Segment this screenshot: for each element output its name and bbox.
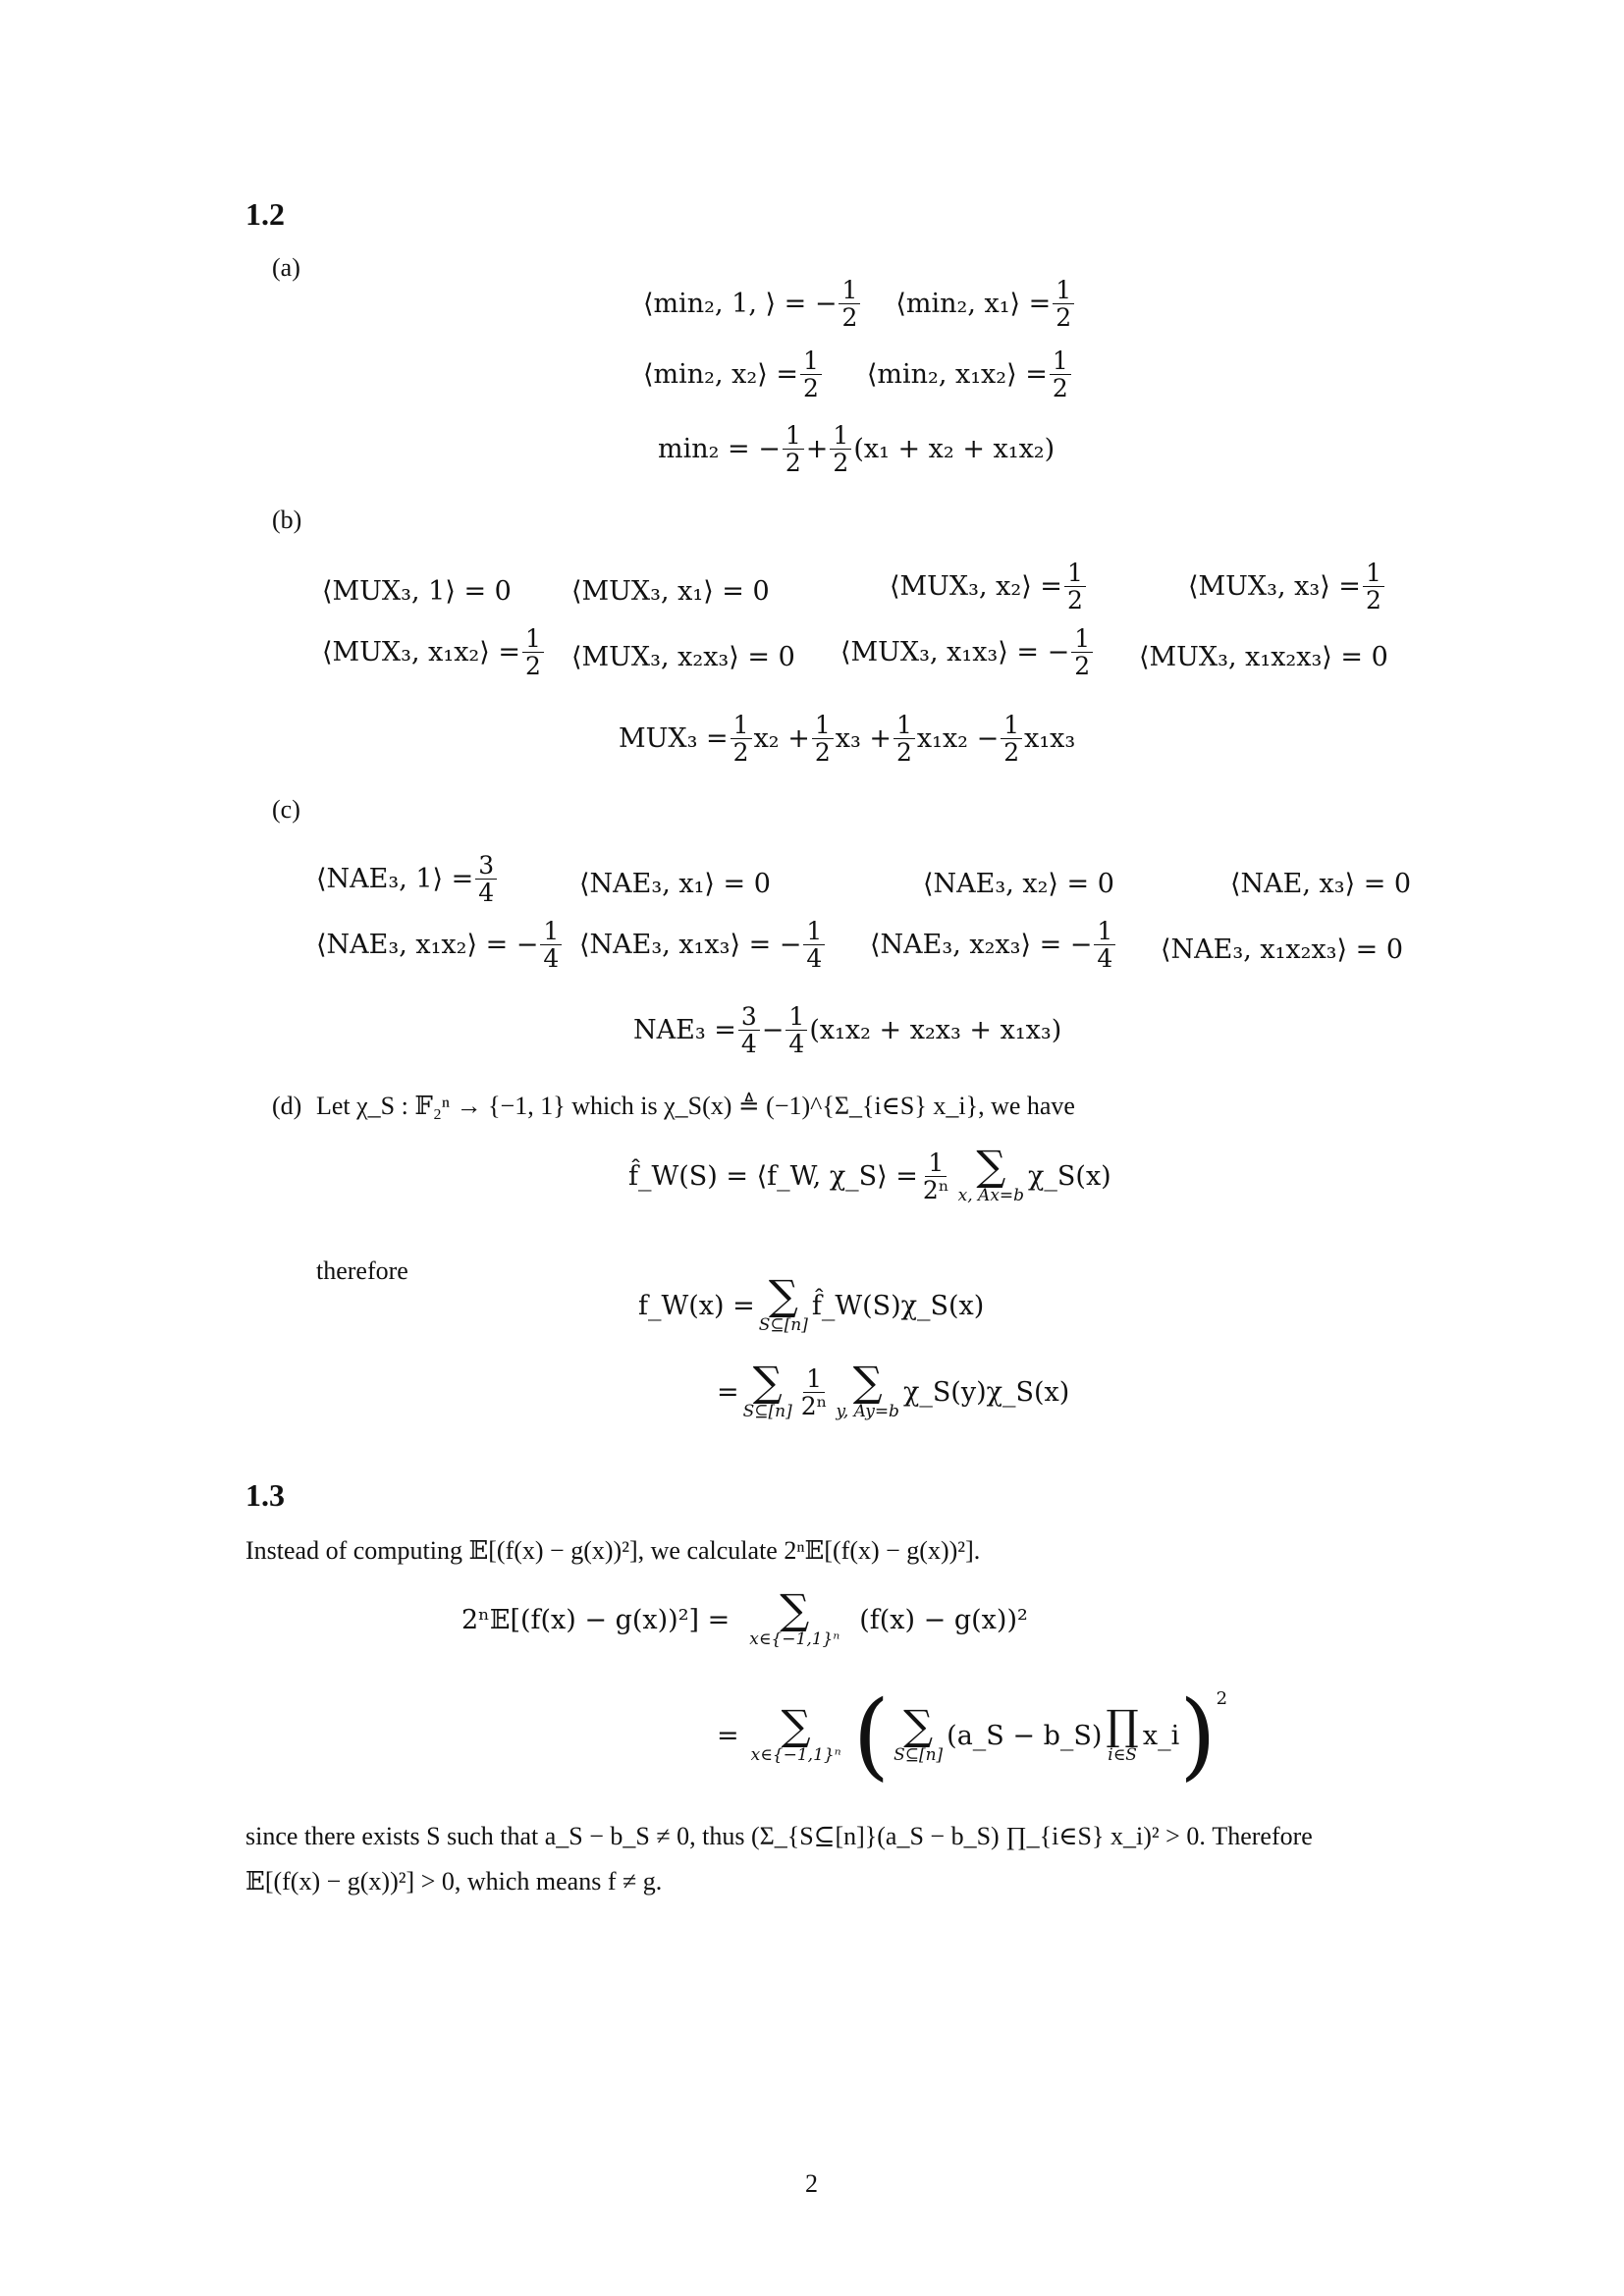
sum-symbol: ∑ S⊆[n] [893, 1701, 944, 1765]
fraction: $\frac{1}{2}$ [812, 712, 834, 766]
fraction: $\frac{1}{2}$ [783, 422, 804, 476]
c-r1c3: ⟨NAE₃, x₂⟩ = 0 [923, 869, 1114, 899]
fraction: $\frac{1}{\text{2ⁿ}}$ [922, 1148, 949, 1204]
part-d-label: (d) [272, 1092, 302, 1120]
c-r1c4: ⟨NAE, x₃⟩ = 0 [1230, 869, 1412, 899]
section-heading-1-2: 1.2 [245, 196, 285, 232]
product-symbol: ∏ i∈S [1106, 1701, 1139, 1765]
c-sum-equation: NAE₃ = $\frac{3}{4}$ − $\frac{1}{4}$ (x₁x₂ + x₂x₃ + x₁x₃) [633, 1002, 1062, 1058]
a-eq2-rhs: ⟨min₂, x₁x₂⟩ = [866, 359, 1048, 390]
fraction: $\frac{3}{4}$ [475, 852, 497, 906]
part-a-label: (a) [272, 253, 300, 282]
s13-intro-text: Instead of computing 𝔼[(f(x) − g(x))²], we calculate 2ⁿ𝔼[(f(x) − g(x))²]. [245, 1536, 981, 1565]
s13-equation-2: = ∑ x∈{−1,1}ⁿ ( ∑ S⊆[n] (a_S − b_S) ∏ i∈S x_i ) 2 [717, 1681, 1228, 1790]
b-r2c2: ⟨MUX₃, x₂x₃⟩ = 0 [571, 642, 795, 672]
s13-conclusion-line-2: 𝔼[(f(x) − g(x))²] > 0, which means f ≠ g. [245, 1867, 663, 1896]
c-r2c1: ⟨NAE₃, x₁x₂⟩ = − $\frac{1}{4}$ [316, 918, 564, 972]
s13-conclusion-line-1: since there exists S such that a_S − b_S ≠ 0, thus (Σ_{S⊆[n]}(a_S − b_S) ∏_{i∈S} x_i)² > 0. Therefore [245, 1822, 1313, 1850]
s13-equation-1: 2ⁿ𝔼[(f(x) − g(x))²] = ∑ x∈{−1,1}ⁿ (f(x) − g(x))² [461, 1585, 1028, 1649]
c-r2c2: ⟨NAE₃, x₁x₃⟩ = − $\frac{1}{4}$ [579, 918, 827, 972]
fraction: $\frac{1}{2}$ [1064, 560, 1086, 614]
left-paren: ( [852, 1681, 891, 1790]
b-r2c4: ⟨MUX₃, x₁x₂x₃⟩ = 0 [1139, 642, 1388, 672]
fraction: $\frac{1}{2}$ [839, 277, 860, 331]
c-r2c4: ⟨NAE₃, x₁x₂x₃⟩ = 0 [1161, 934, 1404, 965]
a-eq1-rhs: ⟨min₂, x₁⟩ = [895, 289, 1052, 319]
sum-symbol: ∑ x, Ax=b [957, 1142, 1025, 1205]
b-r2c3: ⟨MUX₃, x₁x₃⟩ = − $\frac{1}{2}$ [840, 625, 1095, 679]
a-equation-1 [643, 277, 1076, 331]
fraction: $\frac{1}{2}$ [1001, 712, 1022, 766]
fraction: $\frac{1}{4}$ [785, 1003, 807, 1057]
b-r2c1: ⟨MUX₃, x₁x₂⟩ = $\frac{1}{2}$ [322, 625, 546, 679]
fraction: $\frac{1}{4}$ [540, 918, 562, 972]
d-equation-1: f̂_W(S) = ⟨f_W, χ_S⟩ = $\frac{1}{\text{2ⁿ}}$ ∑ x, Ax=b χ_S(x) [628, 1142, 1111, 1205]
fraction: $\frac{1}{2}$ [830, 422, 851, 476]
part-b-label: (b) [272, 506, 302, 534]
d-therefore-text: therefore [316, 1256, 408, 1285]
a-eq1-lhs: ⟨min₂, 1, ⟩ = − [643, 289, 838, 319]
fraction: $\frac{1}{2}$ [1071, 625, 1093, 679]
part-c-label: (c) [272, 795, 300, 824]
b-r1c4: ⟨MUX₃, x₃⟩ = $\frac{1}{2}$ [1188, 560, 1386, 614]
fraction: $\frac{1}{2}$ [731, 712, 752, 766]
fraction: $\frac{1}{\text{2ⁿ}}$ [800, 1363, 828, 1420]
fraction: $\frac{1}{4}$ [803, 918, 825, 972]
sum-symbol: ∑ S⊆[n] [742, 1358, 792, 1421]
a-equation-3: min₂ = − $\frac{1}{2}$ + $\frac{1}{2}$ (x₁ + x₂ + x₁x₂) [658, 421, 1056, 477]
sum-symbol: ∑ x∈{−1,1}ⁿ [750, 1701, 841, 1765]
right-paren: ) [1179, 1681, 1217, 1790]
c-r2c3: ⟨NAE₃, x₂x₃⟩ = − $\frac{1}{4}$ [870, 918, 1117, 972]
c-r1c1: ⟨NAE₃, 1⟩ = $\frac{3}{4}$ [316, 852, 499, 906]
b-r1c2: ⟨MUX₃, x₁⟩ = 0 [571, 576, 770, 607]
sum-symbol: ∑ S⊆[n] [758, 1271, 808, 1335]
fraction: $\frac{1}{2}$ [1053, 277, 1074, 331]
a-equation-2 [643, 347, 1073, 401]
b-r1c1: ⟨MUX₃, 1⟩ = 0 [322, 576, 512, 607]
d-intro-text: Let χ_S : 𝔽₂ⁿ → {−1, 1} which is χ_S(x) ≜ (−1)^{Σ_{i∈S} x_i}, we have [316, 1092, 1075, 1120]
fraction: $\frac{1}{2}$ [800, 347, 822, 401]
fraction: $\frac{3}{4}$ [738, 1003, 760, 1057]
d-equation-3: = ∑ S⊆[n] $\frac{1}{\text{2ⁿ}}$ ∑ y, Ay=b χ_S(y)χ_S(x) [717, 1358, 1070, 1421]
fraction: $\frac{1}{2}$ [1363, 560, 1384, 614]
d-equation-2: f_W(x) = ∑ S⊆[n] f̂_W(S)χ_S(x) [638, 1271, 985, 1335]
b-r1c3: ⟨MUX₃, x₂⟩ = $\frac{1}{2}$ [890, 560, 1088, 614]
superscript-square: 2 [1216, 1688, 1228, 1709]
page-number: 2 [805, 2169, 818, 2198]
fraction: $\frac{1}{2}$ [893, 712, 915, 766]
fraction: $\frac{1}{2}$ [1050, 347, 1071, 401]
fraction: $\frac{1}{4}$ [1094, 918, 1115, 972]
fraction: $\frac{1}{2}$ [522, 625, 544, 679]
section-heading-1-3: 1.3 [245, 1477, 285, 1513]
a-eq2-lhs: ⟨min₂, x₂⟩ = [643, 359, 798, 390]
sum-symbol: ∑ x∈{−1,1}ⁿ [749, 1585, 840, 1649]
sum-symbol: ∑ y, Ay=b [836, 1358, 899, 1421]
b-sum-equation: MUX₃ = $\frac{1}{2}$ x₂ + $\frac{1}{2}$ x₃ + $\frac{1}{2}$ x₁x₂ − $\frac{1}{2}$ x₁x₃ [619, 711, 1076, 767]
c-r1c2: ⟨NAE₃, x₁⟩ = 0 [579, 869, 771, 899]
